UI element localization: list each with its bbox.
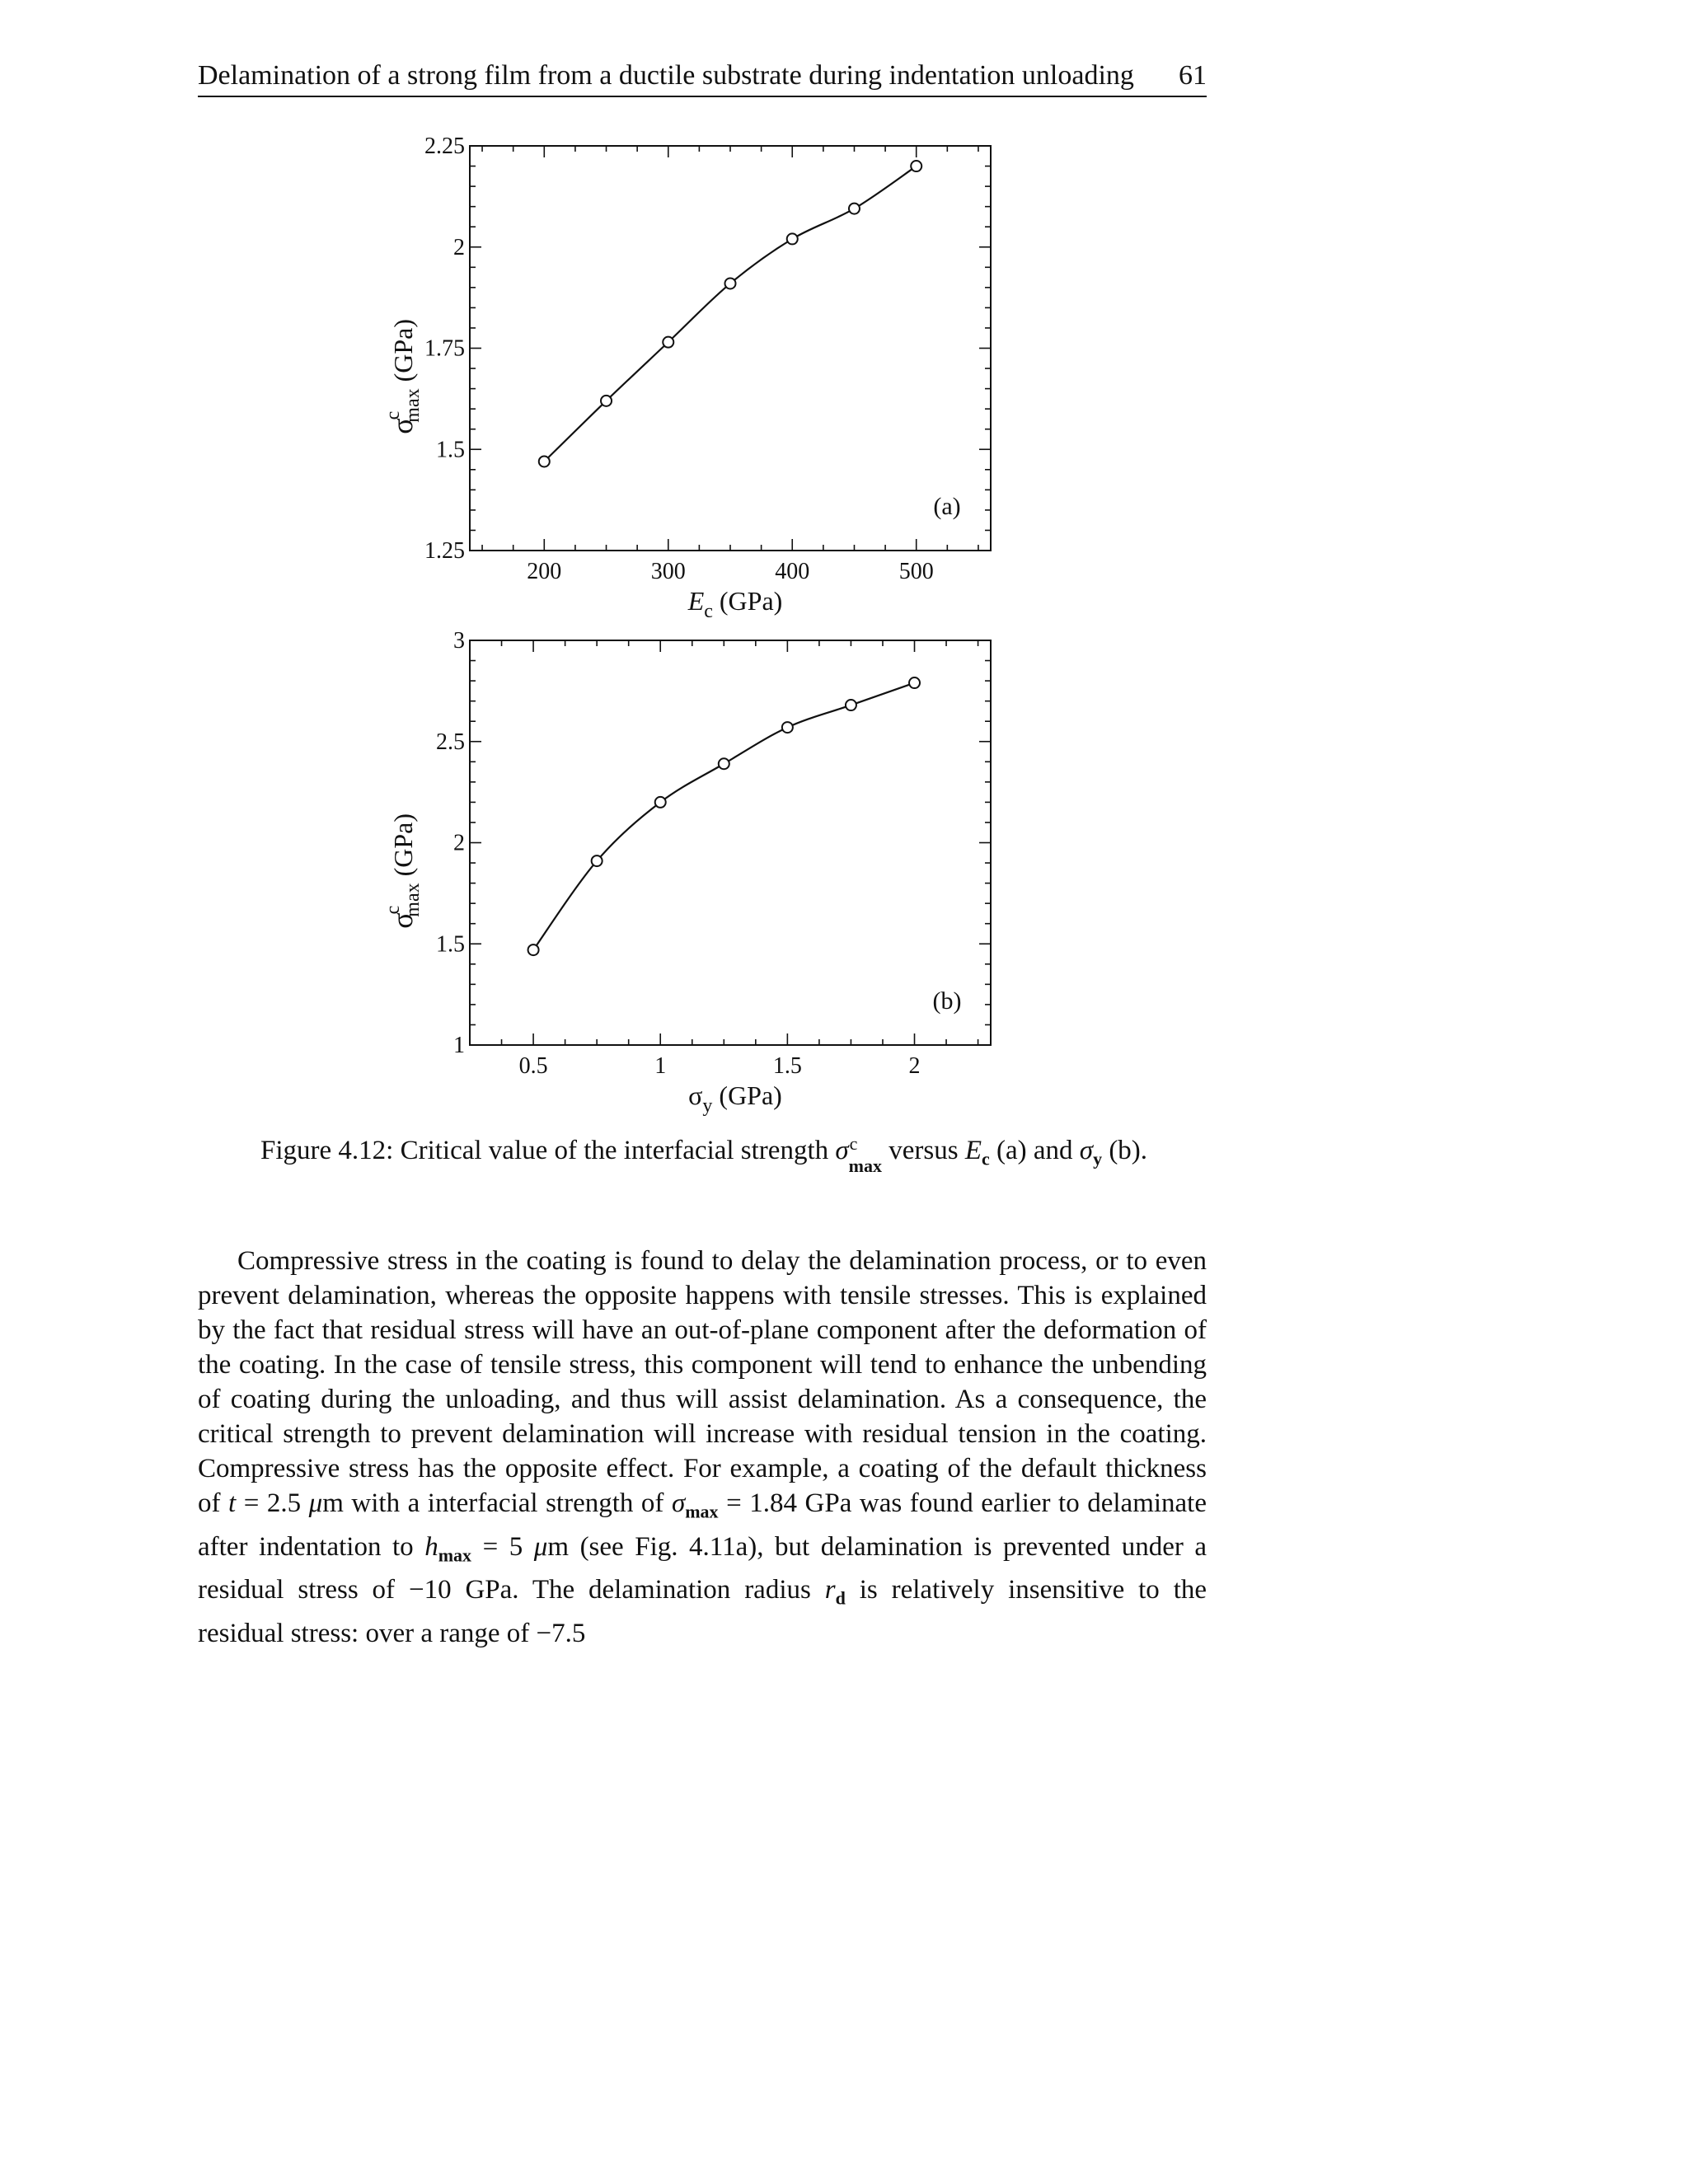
x-tick-label: 0.5 [518,1053,548,1079]
caption-sigma-sup: c [849,1133,858,1154]
panel-label: (b) [932,987,962,1015]
caption-sigma-sub: max [848,1155,882,1176]
body-text-4: m (see Fig. 4.11a), but delamination is prevented under a residual stress of [198,1531,1207,1605]
caption-sigma-y-sub: y [1093,1148,1103,1169]
chart-panel-b [382,628,991,1117]
symbol-t: t [228,1488,237,1518]
value-h-max: = 5 [482,1531,523,1562]
caption-e-sub: c [981,1148,990,1169]
y-tick-label: 2 [453,234,465,260]
caption-symbol-sigma: σ [835,1136,849,1165]
x-axis-label: $\sigma_y$ (GPa) [688,1080,782,1117]
y-tick-label: 1.5 [436,931,465,958]
value-neg10: −10 [408,1575,452,1605]
value-t: = 2.5 [243,1488,302,1518]
x-tick-label: 1 [654,1053,667,1079]
data-curve [544,166,916,462]
caption-mid1: versus [889,1136,959,1165]
caption-symbol-e: E [964,1136,982,1165]
symbol-r-d: r [824,1575,836,1605]
y-tick-label: 1.75 [424,335,465,362]
x-tick-label: 1.5 [772,1053,802,1079]
panel-label: (a) [933,493,961,520]
data-point [601,396,612,406]
y-tick-label: 2.5 [436,729,465,755]
figure-caption [260,1132,1200,1178]
body-text-5: GPa. The delamination radius [465,1575,811,1605]
body-text-2: m with a interfacial strength of [322,1488,664,1518]
x-axis-label: $E_c$ (GPa) [687,586,783,622]
x-tick-label: 500 [898,559,934,584]
data-point [909,677,920,688]
page-number: 61 [1179,60,1207,91]
data-point [528,944,539,955]
caption-suffix: (b). [1109,1136,1148,1165]
body-text-6: is relatively insensitive to the residual stress: over a range of [198,1575,1207,1648]
symbol-r-d-sub: d [835,1587,846,1609]
data-point [719,758,729,769]
symbol-mu-2: μ [533,1531,548,1562]
y-tick-label: 3 [453,628,465,654]
running-title: Delamination of a strong film from a ductile substrate during indentation unloading [198,60,1134,91]
symbol-sigma-max-sub: max [685,1501,719,1522]
x-tick-label: 200 [527,559,562,584]
y-axis-label: σcmax (GPa) [382,813,424,929]
data-point [539,456,550,466]
data-point [846,700,856,710]
caption-symbol-sigma-y: σ [1079,1136,1094,1165]
x-tick-label: 2 [908,1053,921,1079]
y-axis-label: σcmax (GPa) [382,318,424,434]
chart-panel-a [382,134,991,622]
data-point [849,204,860,214]
body-paragraph [198,1244,1207,1651]
plot-frame [470,146,991,551]
value-sigma-max: = 1.84 [726,1488,797,1518]
x-tick-label: 300 [650,559,686,584]
caption-sigma-scripts [849,1132,882,1178]
data-point [592,855,603,866]
y-tick-label: 2.25 [424,134,465,159]
plot-frame [470,640,991,1045]
data-point [663,337,673,348]
x-tick-label: 400 [775,559,810,584]
value-neg75: −7.5 [536,1618,586,1648]
y-tick-label: 1.5 [436,437,465,463]
symbol-h-max-sub: max [438,1544,472,1566]
symbol-sigma-max: σ [671,1488,686,1518]
symbol-mu: μ [308,1488,323,1518]
data-point [725,278,736,288]
data-point [911,161,921,171]
data-curve [533,683,914,950]
y-tick-label: 2 [453,830,465,856]
data-point [787,233,798,244]
data-point [782,722,793,733]
symbol-h-max: h [424,1531,438,1562]
body-text-1: Compressive stress in the coating is found to delay the delamination process, or to even prevent delamination, whereas the opposite happens with tensile stresses. This is explained by the fact that residual stress will have an out-of-plane component after the deformation of the coating. In the case of tensile stress, this component will tend to enhance the unbending of coating during the unloading, and thus will assist delamination. As a consequence, the critical strength to prevent delamination will increase with residual tension in the coating. Compressive stress has the opposite effect. For example, a coating of the default thickness of [198,1246,1207,1518]
caption-prefix: Figure 4.12: Critical value of the interfacial strength [260,1136,829,1165]
y-tick-label: 1.25 [424,538,465,564]
caption-mid2: (a) and [996,1136,1073,1165]
y-tick-label: 1 [453,1033,465,1058]
body-text-3: GPa was found earlier to delaminate after indentation to [198,1488,1207,1562]
data-point [655,797,666,808]
